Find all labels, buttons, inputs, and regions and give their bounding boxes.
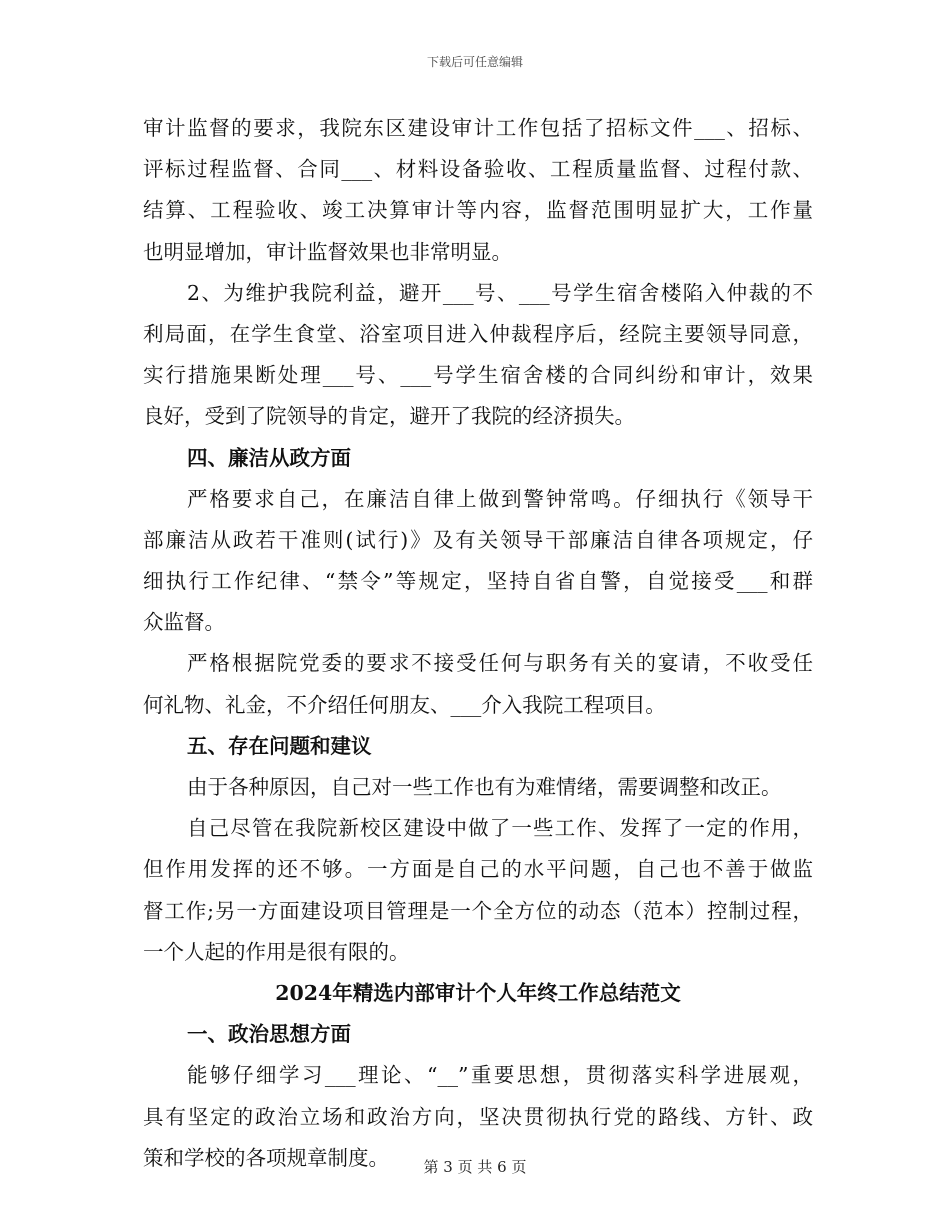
text-line: 由于各种原因，自己对一些工作也有为难情绪，需要调整和改正。 (187, 775, 782, 799)
page-header: 下载后可任意编辑 (426, 55, 523, 69)
text-line: 实行措施果断处理___号、___号学生宿舍楼的合同纠纷和审计，效果 (143, 363, 813, 388)
text-line: 严格要求自己，在廉洁自律上做到警钟常鸣。仔细执行《领导干 (187, 486, 813, 511)
text-line: 也明显增加，审计监督效果也非常明显。 (143, 239, 512, 264)
text-line: 部廉洁从政若干准则(试行)》及有关领导干部廉洁自律各项规定，仔 (143, 527, 813, 552)
text-line: 结算、工程验收、竣工决算审计等内容，监督范围明显扩大，工作量 (143, 198, 813, 223)
page-footer: 第 3 页 共 6 页 (423, 1158, 527, 1176)
text-line: 良好，受到了院领导的肯定，避开了我院的经济损失。 (143, 404, 635, 429)
text-line: 自己尽管在我院新校区建设中做了一些工作、发挥了一定的作用， (187, 816, 813, 841)
document-body (143, 108, 813, 1179)
text-line: 督工作;另一方面建设项目管理是一个全方位的动态（范本）控制过程， (143, 898, 813, 923)
text-line: 审计监督的要求，我院东区建设审计工作包括了招标文件___、招标、 (143, 116, 813, 140)
section-heading: 四、廉洁从政方面 (187, 445, 351, 470)
text-line: 评标过程监督、合同___、材料设备验收、工程质量监督、过程付款、 (143, 157, 813, 182)
section-heading: 一、政治思想方面 (187, 1022, 351, 1047)
text-line: 利局面，在学生食堂、浴室项目进入仲裁程序后，经院主要领导同意， (143, 321, 813, 346)
text-line: 但作用发挥的还不够。一方面是自己的水平问题，自己也不善于做监 (143, 857, 813, 882)
text-line: 具有坚定的政治立场和政治方向，坚决贯彻执行党的路线、方针、政 (143, 1104, 813, 1129)
text-line: 一个人起的作用是很有限的。 (143, 939, 410, 964)
text-line: 能够仔细学习___理论、“__”重要思想，贯彻落实科学进展观， (187, 1063, 813, 1088)
text-line: 严格根据院党委的要求不接受任何与职务有关的宴请，不收受任 (187, 651, 813, 676)
text-line: 2、为维护我院利益，避开___号、___号学生宿舍楼陷入仲裁的不 (187, 280, 813, 305)
text-line: 何礼物、礼金，不介绍任何朋友、___介入我院工程项目。 (143, 692, 666, 717)
section-heading: 五、存在问题和建议 (187, 733, 372, 758)
text-line: 策和学校的各项规章制度。 (143, 1145, 389, 1170)
text-line: 细执行工作纪律、“禁令”等规定，坚持自省自警，自觉接受___和群 (143, 569, 813, 594)
text-line: 众监督。 (143, 610, 225, 635)
document-title: 2024年精选内部审计个人年终工作总结范文 (275, 980, 681, 1005)
